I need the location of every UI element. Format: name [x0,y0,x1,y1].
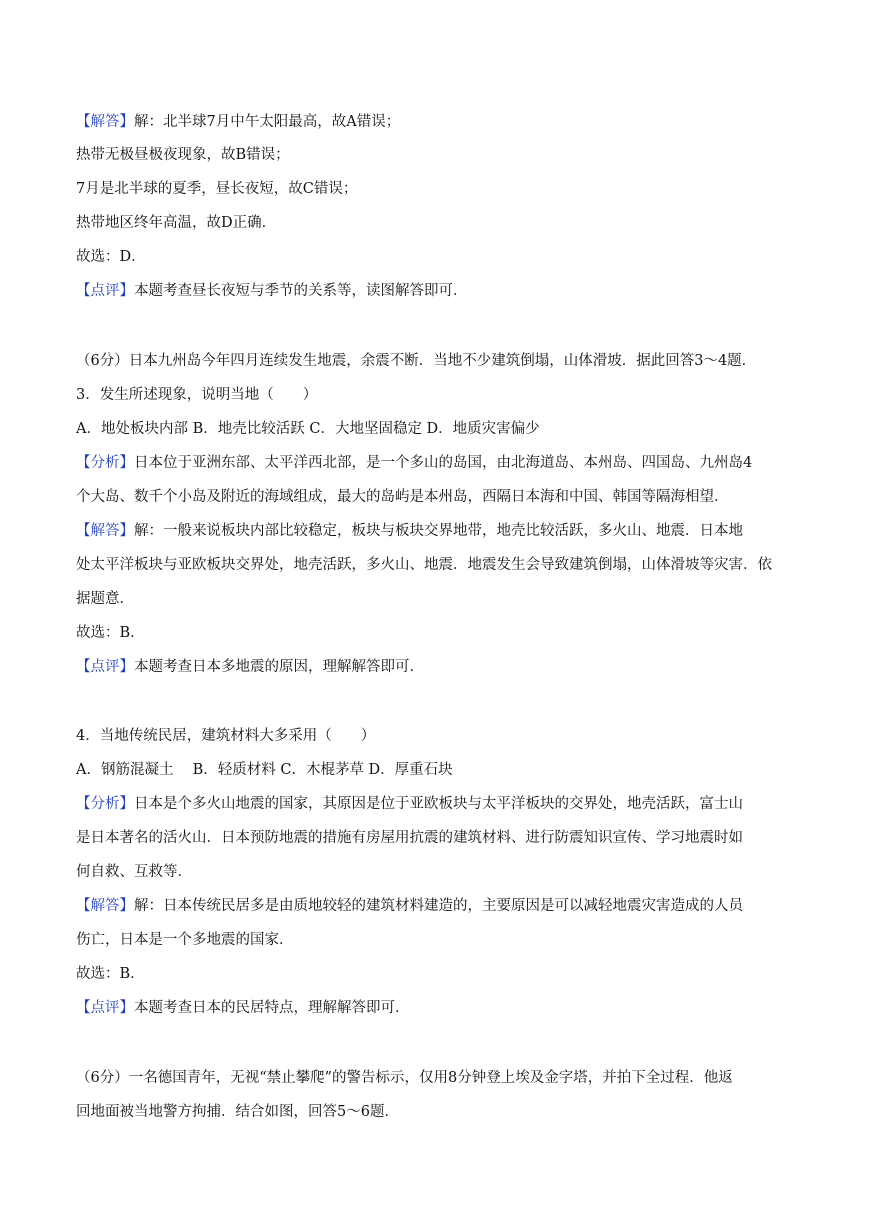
answer-continuation: 伤亡，日本是一个多地震的国家． [76,932,294,948]
comment-tag: 【点评】 [76,659,134,675]
answer-text: 解：一般来说板块内部比较稳定，板块与板块交界地带，地壳比较活跃，多火山、地震．日本地 [134,523,743,539]
comment-line [76,281,809,301]
answer-continuation: 处太平洋板块与亚欧板块交界处，地壳活跃，多火山、地震．地震发生会导致建筑倒塌，山体滑坡等灾害．依 [76,557,772,573]
comment-text: 本题考查日本多地震的原因，理解解答即可． [134,659,424,675]
question-3-options: A．地处板块内部 B．地壳比较活跃 C．大地坚固稳定 D．地质灾害偏少 [76,421,540,437]
analysis-text: 日本是个多火山地震的国家，其原因是位于亚欧板块与太平洋板块的交界处，地壳活跃，富士山 [134,796,743,812]
analysis-tag: 【分析】 [76,796,134,812]
analysis-line [76,453,809,473]
answer-text: 解：日本传统民居多是由质地较轻的建筑材料建造的，主要原因是可以减轻地震灾害造成的人员 [134,898,743,914]
answer-tag: 【解答】 [76,114,134,130]
choice-line: 故选：B． [76,625,145,641]
comment-line [76,657,809,677]
answer-line [76,896,809,916]
section-intro: （6分）一名德国青年，无视“禁止攀爬”的警告标示，仅用8分钟登上埃及金字塔，并拍下全过程．他返 [76,1070,733,1086]
analysis-continuation: 是日本著名的活火山．日本预防地震的措施有房屋用抗震的建筑材料、进行防震知识宣传、学习地震时如 [76,830,743,846]
answer-continuation: 据题意． [76,591,134,607]
analysis-continuation: 个大岛、数千个小岛及附近的海域组成，最大的岛屿是本州岛，西隔日本海和中国、韩国等隔海相望． [76,489,729,505]
analysis-text: 日本位于亚洲东部、太平洋西北部，是一个多山的岛国，由北海道岛、本州岛、四国岛、九州岛4 [134,455,753,471]
answer-tag: 【解答】 [76,523,134,539]
analysis-continuation: 何自救、互救等． [76,864,192,880]
question-3: 3．发生所述现象，说明当地（ ） [76,387,318,403]
answer-text: 解：北半球7月中午太阳最高，故A错误； [134,114,401,130]
comment-tag: 【点评】 [76,1000,134,1016]
answer-continuation: 7月是北半球的夏季，昼长夜短，故C错误； [76,181,358,197]
comment-text: 本题考查日本的民居特点，理解解答即可． [134,1000,410,1016]
answer-line [76,521,809,541]
section-intro-continuation: 回地面被当地警方拘捕．结合如图，回答5～6题． [76,1104,399,1120]
question-4-options: A．钢筋混凝土 B．轻质材料 C．木棍茅草 D．厚重石块 [76,762,453,778]
answer-continuation: 热带地区终年高温，故D正确． [76,215,277,231]
answer-continuation: 热带无极昼极夜现象，故B错误； [76,147,290,163]
answer-line [76,112,809,132]
comment-line [76,998,809,1018]
choice-line: 故选：D． [76,249,146,265]
question-4: 4．当地传统民居，建筑材料大多采用（ ） [76,728,376,744]
choice-line: 故选：B． [76,966,145,982]
answer-tag: 【解答】 [76,898,134,914]
analysis-tag: 【分析】 [76,455,134,471]
section-intro: （6分）日本九州岛今年四月连续发生地震，余震不断．当地不少建筑倒塌，山体滑坡．据此回答3～4题． [76,353,757,369]
comment-text: 本题考查昼长夜短与季节的关系等，读图解答即可． [134,283,468,299]
comment-tag: 【点评】 [76,283,134,299]
analysis-line [76,794,809,814]
